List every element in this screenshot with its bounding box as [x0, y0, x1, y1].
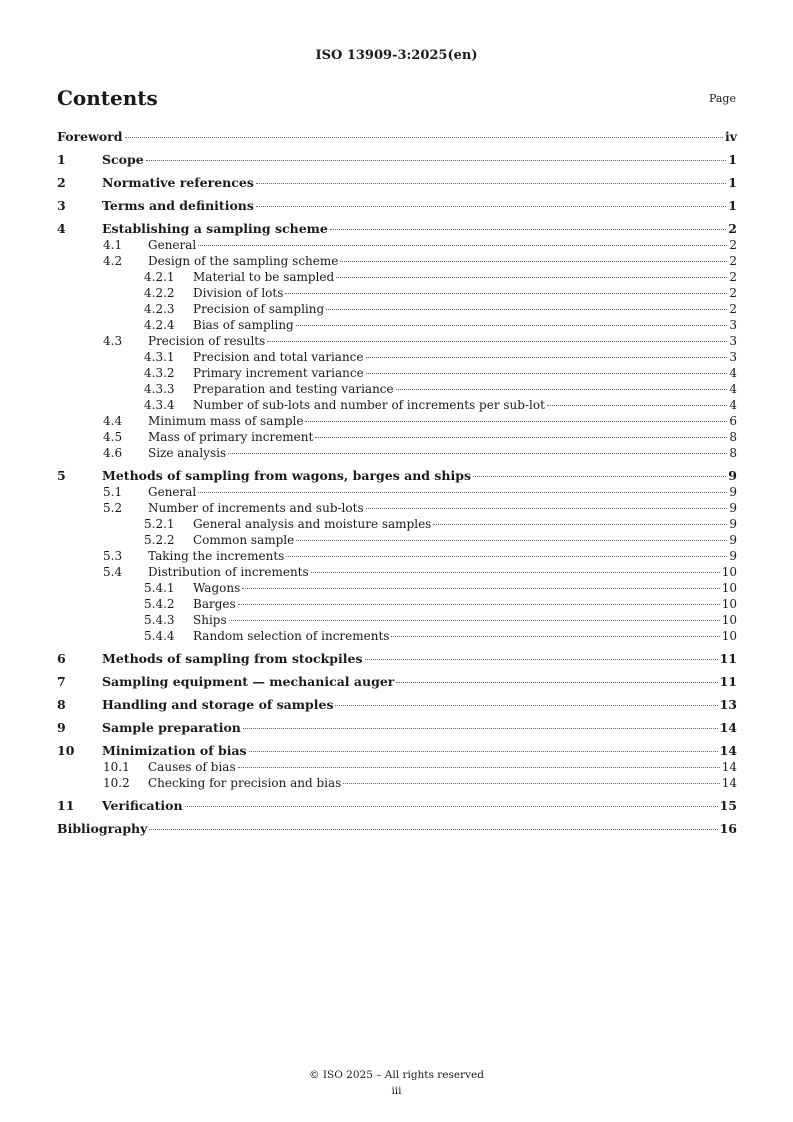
toc-entry-page: 9	[729, 485, 737, 499]
toc-entry-number: 4.2.3	[144, 302, 175, 316]
toc-entry-page: 9	[728, 468, 737, 483]
toc-entry[interactable]	[57, 413, 737, 429]
toc-entry-label: Wagons	[193, 581, 241, 595]
toc-entry[interactable]	[57, 269, 737, 285]
toc-entry-number: 7	[57, 674, 66, 689]
toc-entry-label: Causes of bias	[148, 760, 236, 774]
toc-entry[interactable]	[57, 152, 737, 168]
toc-entry-number: 5.3	[103, 549, 123, 563]
toc-entry-page: 11	[719, 674, 737, 689]
toc-entry-page: 10	[721, 629, 737, 643]
toc-entry[interactable]	[57, 381, 737, 397]
toc-entry-label: Ships	[193, 613, 227, 627]
dot-leader	[326, 309, 727, 310]
toc-entry-label: Distribution of increments	[148, 565, 309, 579]
toc-entry-label: Division of lots	[193, 286, 284, 300]
toc-entry-number: 1	[57, 152, 66, 167]
toc-entry-label: Minimization of bias	[102, 743, 247, 758]
toc-entry[interactable]	[57, 349, 737, 365]
toc-entry[interactable]	[57, 516, 737, 532]
toc-entry-label: Precision of results	[148, 334, 266, 348]
toc-entry-label: Normative references	[102, 175, 254, 190]
toc-entry[interactable]	[57, 743, 737, 759]
toc-entry-label: Number of sub-lots and number of increments per sub-lot	[193, 398, 545, 412]
toc-entry-number: 9	[57, 720, 66, 735]
dot-leader	[185, 806, 718, 807]
toc-entry-page: 2	[729, 238, 737, 252]
toc-entry[interactable]	[57, 429, 737, 445]
dot-leader	[366, 373, 728, 374]
toc-entry[interactable]	[57, 697, 737, 713]
toc-entry-label: Sample preparation	[102, 720, 241, 735]
toc-entry-page: 9	[729, 549, 737, 563]
toc-entry[interactable]	[57, 484, 737, 500]
dot-leader	[267, 341, 727, 342]
dot-leader	[256, 183, 726, 184]
toc-entry-page: 4	[729, 382, 737, 396]
toc-entry-page: 14	[721, 776, 737, 790]
toc-entry[interactable]	[57, 333, 737, 349]
dot-leader	[286, 556, 727, 557]
toc-entry[interactable]	[57, 532, 737, 548]
toc-entry-page: 4	[729, 398, 737, 412]
toc-entry-page: 10	[721, 597, 737, 611]
toc-entry-page: 15	[719, 798, 737, 813]
toc-entry-number: 2	[57, 175, 66, 190]
toc-entry-page: 14	[721, 760, 737, 774]
dot-leader	[330, 229, 726, 230]
dot-leader	[343, 783, 719, 784]
dot-leader	[305, 421, 727, 422]
toc-entry[interactable]	[57, 285, 737, 301]
toc-entry-page: 1	[728, 152, 737, 167]
toc-entry-page: 1	[728, 175, 737, 190]
toc-entry[interactable]	[57, 397, 737, 413]
toc-entry-number: 4.3	[103, 334, 123, 348]
contents-title: Contents	[57, 86, 158, 110]
toc-entry-number: 4.4	[103, 414, 123, 428]
toc-entry-page: 11	[719, 651, 737, 666]
dot-leader	[238, 604, 720, 605]
toc-entry-label: Establishing a sampling scheme	[102, 221, 328, 236]
toc-entry-number: 5.4.2	[144, 597, 175, 611]
toc-entry-page: 3	[729, 318, 737, 332]
toc-entry-page: iv	[724, 129, 737, 144]
toc-entry-label: General analysis and moisture samples	[193, 517, 432, 531]
toc-entry-label: Checking for precision and bias	[148, 776, 342, 790]
dot-leader	[366, 508, 728, 509]
toc-entry-number: 4.1	[103, 238, 123, 252]
toc-entry[interactable]	[57, 548, 737, 564]
dot-leader	[229, 620, 720, 621]
dot-leader	[391, 636, 719, 637]
toc-entry-page: 9	[729, 517, 737, 531]
toc-entry-label: Mass of primary increment	[148, 430, 314, 444]
toc-entry-number: 4.2	[103, 254, 123, 268]
toc-entry-label: Number of increments and sub-lots	[148, 501, 364, 515]
dot-leader	[473, 476, 726, 477]
toc-entry-page: 14	[719, 743, 737, 758]
page-footer	[0, 1067, 793, 1099]
toc-entry-page: 4	[729, 366, 737, 380]
toc-entry[interactable]	[57, 564, 737, 580]
toc-entry[interactable]	[57, 798, 737, 814]
toc-entry-page: 16	[719, 821, 737, 836]
toc-entry-page: 10	[721, 565, 737, 579]
dot-leader	[242, 588, 719, 589]
toc-entry-label: Barges	[193, 597, 236, 611]
dot-leader	[285, 293, 727, 294]
toc-entry-number: 4.5	[103, 430, 123, 444]
toc-entry-number: 11	[57, 798, 75, 813]
toc-entry-page: 8	[729, 446, 737, 460]
toc-entry-label: Sampling equipment — mechanical auger	[102, 674, 395, 689]
toc-entry-label: Common sample	[193, 533, 295, 547]
dot-leader	[243, 728, 718, 729]
toc-entry-number: 4.2.4	[144, 318, 175, 332]
toc-entry-label: Methods of sampling from wagons, barges and ships	[102, 468, 472, 483]
toc-entry-page: 13	[719, 697, 737, 712]
toc-entry-number: 6	[57, 651, 66, 666]
toc-entry[interactable]	[57, 253, 737, 269]
toc-entry-label: Preparation and testing variance	[193, 382, 394, 396]
toc-entry[interactable]	[57, 198, 737, 214]
toc-entry-page: 6	[729, 414, 737, 428]
toc-entry[interactable]	[57, 759, 737, 775]
dot-leader	[396, 389, 728, 390]
toc-entry-number: 5	[57, 468, 66, 483]
dot-leader	[249, 751, 718, 752]
toc-entry-number: 4.3.4	[144, 398, 175, 412]
toc-entry-label: General	[148, 238, 197, 252]
toc-entry-label: Bias of sampling	[193, 318, 294, 332]
toc-entry-page: 2	[729, 286, 737, 300]
dot-leader	[238, 767, 720, 768]
toc-entry-page: 10	[721, 581, 737, 595]
toc-entry-label: General	[148, 485, 197, 499]
toc-entry-number: 4	[57, 221, 66, 236]
toc-entry-number: 5.4.3	[144, 613, 175, 627]
dot-leader	[335, 705, 717, 706]
toc-entry-page: 1	[728, 198, 737, 213]
toc-entry-number: 4.3.2	[144, 366, 175, 380]
dot-leader	[396, 682, 717, 683]
toc-entry-label: Foreword	[57, 129, 123, 144]
toc-entry[interactable]	[57, 175, 737, 191]
toc-entry-label: Handling and storage of samples	[102, 697, 334, 712]
toc-entry[interactable]	[57, 775, 737, 791]
toc-entry-number: 5.2.1	[144, 517, 175, 531]
dot-leader	[198, 245, 727, 246]
toc-entry[interactable]	[57, 821, 737, 837]
toc-entry-label: Primary increment variance	[193, 366, 364, 380]
toc-entry[interactable]	[57, 237, 737, 253]
toc-entry-number: 4.3.1	[144, 350, 175, 364]
toc-entry-label: Design of the sampling scheme	[148, 254, 339, 268]
dot-leader	[336, 277, 727, 278]
toc-entry-page: 3	[729, 334, 737, 348]
dot-leader	[340, 261, 727, 262]
dot-leader	[315, 437, 727, 438]
dot-leader	[296, 540, 727, 541]
dot-leader	[547, 405, 727, 406]
dot-leader	[433, 524, 727, 525]
toc-entry-number: 10	[57, 743, 75, 758]
dot-leader	[149, 829, 717, 830]
toc-entry[interactable]	[57, 580, 737, 596]
toc-entry-number: 5.4.1	[144, 581, 175, 595]
toc-entry-number: 5.1	[103, 485, 123, 499]
toc-entry-page: 8	[729, 430, 737, 444]
toc-entry-number: 5.4.4	[144, 629, 175, 643]
toc-entry-page: 9	[729, 533, 737, 547]
toc-entry-label: Methods of sampling from stockpiles	[102, 651, 363, 666]
toc-entry[interactable]	[57, 674, 737, 690]
toc-entry-page: 14	[719, 720, 737, 735]
toc-entry[interactable]	[57, 365, 737, 381]
toc-entry-number: 5.4	[103, 565, 123, 579]
toc-entry-number: 4.3.3	[144, 382, 175, 396]
toc-entry-number: 4.2.1	[144, 270, 175, 284]
page-number: iii	[391, 1085, 402, 1097]
toc-entry[interactable]	[57, 129, 737, 145]
toc-entry[interactable]	[57, 221, 737, 237]
toc-entry-number: 10.1	[103, 760, 130, 774]
toc-entry-number: 5.2.2	[144, 533, 175, 547]
table-of-contents	[57, 129, 737, 837]
toc-entry[interactable]	[57, 720, 737, 736]
toc-entry-label: Precision and total variance	[193, 350, 364, 364]
document-header: ISO 13909-3:2025(en)	[315, 48, 478, 63]
toc-entry[interactable]	[57, 468, 737, 484]
toc-entry[interactable]	[57, 317, 737, 333]
toc-entry-label: Bibliography	[57, 821, 148, 836]
toc-entry-label: Taking the increments	[148, 549, 285, 563]
toc-entry[interactable]	[57, 612, 737, 628]
toc-entry[interactable]	[57, 596, 737, 612]
dot-leader	[256, 206, 726, 207]
toc-entry[interactable]	[57, 651, 737, 667]
dot-leader	[198, 492, 727, 493]
toc-entry-page: 2	[729, 270, 737, 284]
toc-entry-label: Precision of sampling	[193, 302, 325, 316]
toc-entry-label: Material to be sampled	[193, 270, 335, 284]
dot-leader	[365, 659, 718, 660]
dot-leader	[366, 357, 728, 358]
dot-leader	[125, 137, 723, 138]
dot-leader	[296, 325, 728, 326]
page-column-label: Page	[708, 92, 736, 105]
toc-entry[interactable]	[57, 301, 737, 317]
toc-entry-page: 2	[729, 302, 737, 316]
toc-entry-label: Minimum mass of sample	[148, 414, 304, 428]
toc-entry-number: 3	[57, 198, 66, 213]
toc-entry[interactable]	[57, 500, 737, 516]
toc-entry[interactable]	[57, 628, 737, 644]
toc-entry-page: 2	[729, 254, 737, 268]
dot-leader	[228, 453, 727, 454]
copyright-notice: © ISO 2025 – All rights reserved	[309, 1069, 484, 1081]
toc-entry-number: 4.6	[103, 446, 123, 460]
toc-entry-page: 9	[729, 501, 737, 515]
toc-entry-label: Random selection of increments	[193, 629, 390, 643]
toc-entry-number: 10.2	[103, 776, 130, 790]
toc-entry-page: 2	[728, 221, 737, 236]
dot-leader	[311, 572, 720, 573]
toc-entry-number: 4.2.2	[144, 286, 175, 300]
toc-entry-label: Verification	[102, 798, 183, 813]
toc-entry-label: Scope	[102, 152, 144, 167]
toc-entry-page: 10	[721, 613, 737, 627]
toc-entry-number: 5.2	[103, 501, 123, 515]
toc-entry-number: 8	[57, 697, 66, 712]
dot-leader	[146, 160, 727, 161]
toc-entry[interactable]	[57, 445, 737, 461]
toc-entry-page: 3	[729, 350, 737, 364]
toc-entry-label: Terms and definitions	[102, 198, 254, 213]
toc-entry-label: Size analysis	[148, 446, 227, 460]
